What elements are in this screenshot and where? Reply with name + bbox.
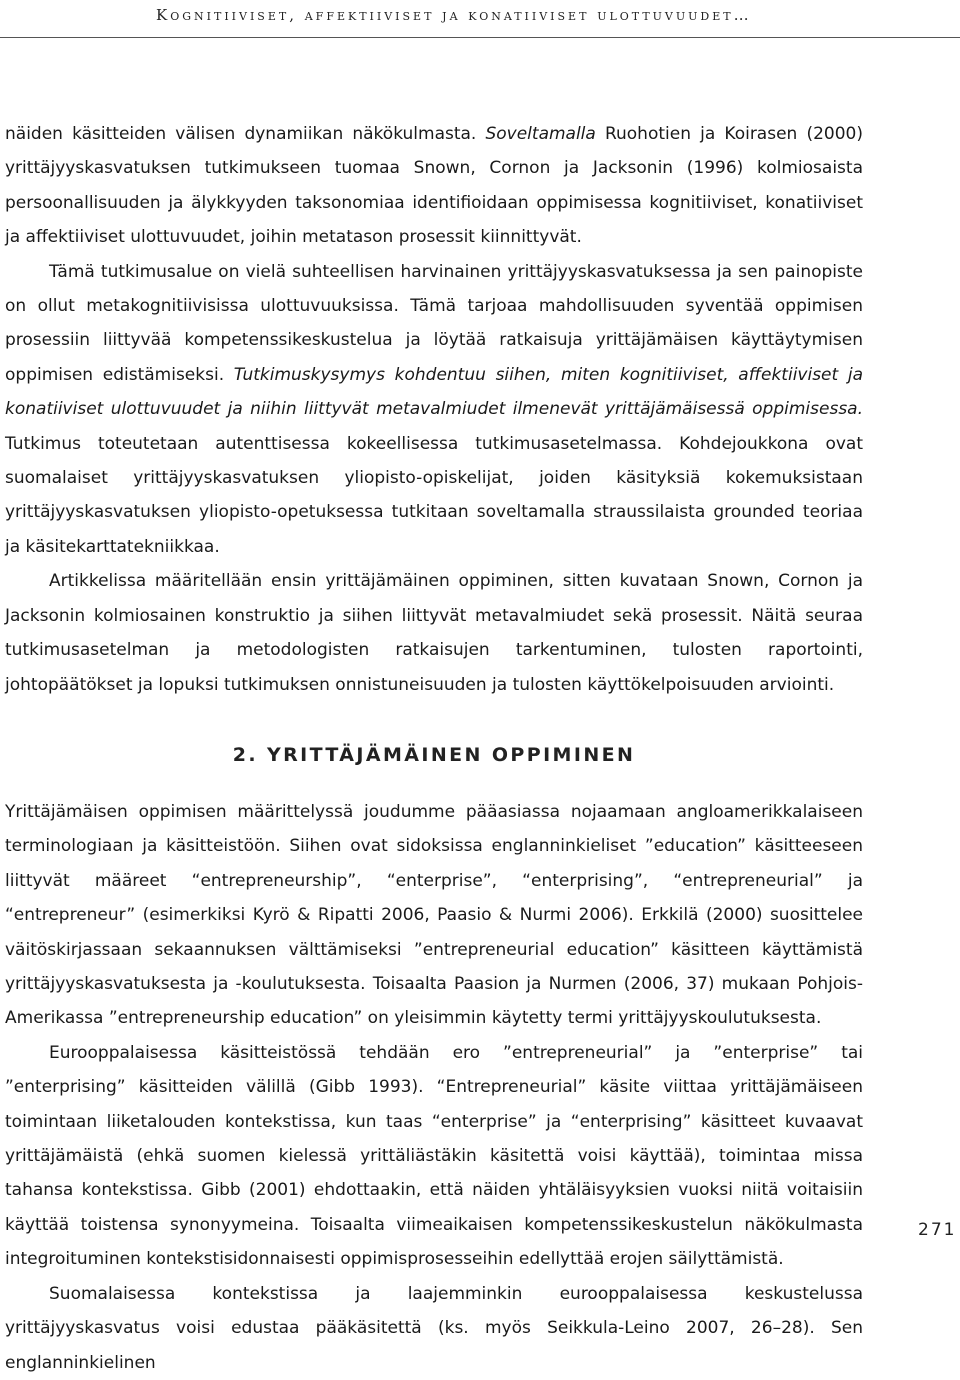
section-title: YRITTÄJÄMÄINEN OPPIMINEN (266, 744, 636, 766)
section-number: 2. (232, 744, 258, 766)
paragraph: Suomalaisessa kontekstissa ja laajemminkin eurooppalaisessa keskustelussa yrittäjyyskasvatus voisi edustaa pääkäsitettä (ks. myös Seikkula-Leino 2007, 26–28). Sen englanninkielinen (5, 1283, 863, 1373)
paragraph: Yrittäjämäisen oppimisen määrittelyssä joudumme pääasiassa nojaamaan angloamerikkalaiseen terminologiaan ja käsitteistöön. Siihen ovat sidoksissa englanninkieliset ”education” käsitteeseen liittyvät määreet “entrepreneurship”, “enterprise”, “enterprising”, “entrepreneurial” ja “entrepreneur” (esimerkiksi Kyrö & Ripatti 2006, Paasio & Nurmi 2006). Erkkilä (2000) suosittelee väitöskirjassaan sekaannuksen välttämiseksi ”entrepreneurial education” käsitteen käyttämistä yrittäjyyskasvatuksesta ja -koulutuksesta. Toisaalta Paasion ja Nurmen (2006, 37) mukaan Pohjois-Amerikassa ”entrepreneurship education” on yleisimmin käytetty termi yrittäjyyskoulutuksesta. (5, 802, 863, 1029)
paragraph: Tämä tutkimusalue on vielä suhteellisen harvinainen yrittäjyyskasvatuksessa ja sen painopiste on ollut metakognitiivisissa ulottuvuuksissa. Tämä tarjoaa mahdollisuuden syventää oppimisen prosessiin liittyvää kompetenssikeskustelua ja löytää ratkaisuja yrittäjämäisen käyttäytymisen oppimisen edistämiseksi. Tutkimuskysymys kohdentuu siihen, miten kognitiiviset, affektiiviset ja konatiiviset ulottuvuudet ja niihin liittyvät metavalmiudet ilmenevät yrittäjämäisessä oppimisessa. Tutkimus toteutetaan autenttisessa kokeellisessa tutkimusasetelmassa. Kohdejoukkona ovat suomalaiset yrittäjyyskasvatuksen yliopisto-opiskelijat, joiden käsityksiä kokemuksistaan yrittäjyyskasvatuksen yliopisto-opetuksessa tutkitaan soveltamalla straussilaista grounded teoriaa ja käsitekarttatekniikkaa. (5, 261, 863, 557)
intro-text (5, 117, 863, 702)
section-text (5, 795, 863, 1380)
header-rule (0, 37, 960, 38)
section-heading (5, 744, 863, 766)
running-header: Kognitiiviset, affektiiviset ja konatiiviset ulottuvuudet… (156, 6, 752, 24)
paragraph: Artikkelissa määritellään ensin yrittäjämäinen oppiminen, sitten kuvataan Snown, Cornon ja Jacksonin kolmiosainen konstruktio ja siihen liittyvät metavalmiudet sekä prosessit. Näitä seuraa tutkimusasetelman ja metodologisten ratkaisujen tarkentuminen, tulosten raportointi, johtopäätökset ja lopuksi tutkimuksen onnistuneisuuden ja tulosten käyttökelpoisuuden arviointi. (5, 571, 863, 695)
page-number: 271 (918, 1220, 957, 1240)
paragraph: näiden käsitteiden välisen dynamiikan näkökulmasta. Soveltamalla Ruohotien ja Koirasen (2000) yrittäjyyskasvatuksen tutkimukseen tuomaa Snown, Cornon ja Jacksonin (1996) kolmiosaista persoonallisuuden ja älykkyyden taksonomiaa identifioidaan oppimisessa kognitiiviset, konatiiviset ja affektiiviset ulottuvuudet, joihin metatason prosessit kiinnittyvät. (5, 124, 863, 248)
paragraph: Eurooppalaisessa käsitteistössä tehdään ero ”entrepreneurial” ja ”enterprise” tai ”enterprising” käsitteiden välillä (Gibb 1993). “Entrepreneurial” käsite viittaa yrittäjämäiseen toimintaan liiketalouden kontekstissa, kun taas “enterprise” ja “enterprising” käsitteet kuvaavat yrittäjämäistä (ehkä suomen kielessä yrittäliästäkin käsitettä voisi käyttää), toimintaa missa tahansa kontekstissa. Gibb (2001) ehdottaakin, että näiden yhtäläisyyksien vuoksi niitä voitaisiin käyttää toistensa synonyymeina. Toisaalta viimeaikaisen kompetenssikeskustelun näkökulmasta integroituminen kontekstisidonnaisesti oppimisprosesseihin edellyttää erojen säilyttämistä. (5, 1042, 863, 1270)
